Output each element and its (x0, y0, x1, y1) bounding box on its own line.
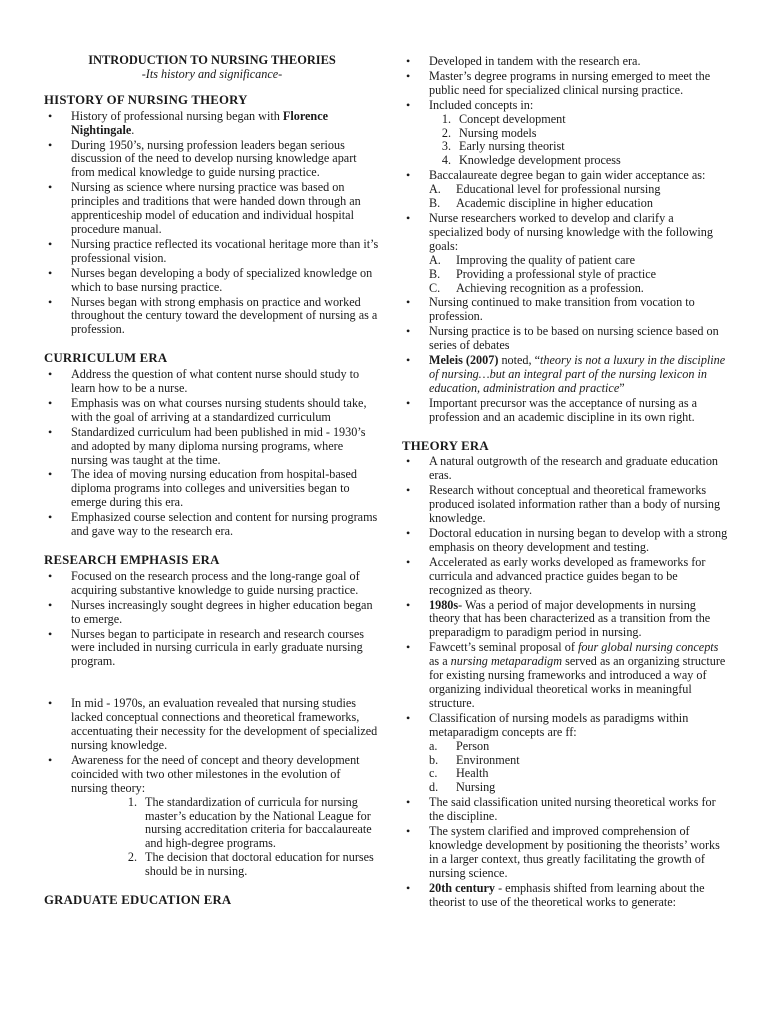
acceptance-list (429, 183, 728, 211)
list-item: B. Providing a professional style of practice (429, 266, 657, 281)
research-list (44, 570, 380, 669)
list-item: • 1980s- Was a period of major developments in nursing theory that has been characterized as a transition from the preparadigm to paradigm period in nursing. (402, 599, 728, 641)
list-item: c. Health (429, 766, 489, 781)
list-item: d. Nursing (429, 780, 496, 795)
list-item: • Nursing as science where nursing practice was based on principles and traditions that were handed down through an apprenticeship model of education and individual hospital procedure manual. (44, 181, 380, 237)
section-heading-graduate: GRADUATE EDUCATION ERA (44, 893, 232, 908)
section-heading-theory: THEORY ERA (402, 438, 489, 453)
section-heading-history: HISTORY OF NURSING THEORY (44, 92, 248, 107)
document-title: INTRODUCTION TO NURSING THEORIES (88, 53, 336, 67)
list-item: • Research without conceptual and theoretical frameworks produced isolated information rather than a body of nursing knowledge. (402, 484, 728, 526)
list-item: 2. The decision that doctoral education for nurses should be in nursing. (127, 850, 374, 879)
list-item: 3. Early nursing theorist (441, 139, 565, 154)
list-item: • 20th century - emphasis shifted from learning about the theorist to use of the theoretical works to generate: (402, 882, 728, 910)
list-item: b. Environment (429, 752, 520, 767)
list-item: • History of professional nursing began with Florence Nightingale. (44, 110, 380, 138)
history-list (44, 110, 380, 338)
list-item: A. Educational level for professional nursing (429, 182, 661, 197)
list-item: • Address the question of what content nurse should study to learn how to be a nurse. (44, 368, 380, 396)
list-item: • In mid - 1970s, an evaluation revealed that nursing studies lacked conceptual connections and theoretical frameworks, accentuating their necessity for the development of specialized nursing knowledge. (44, 697, 380, 753)
document-subtitle: -Its history and significance- (141, 66, 283, 81)
list-item: • Nursing continued to make transition from vocation to profession. (402, 296, 728, 324)
list-item: 1. The standardization of curricula for nursing master’s education by the National League for nursing accreditation criteria for baccalaureate and high-degree programs. (127, 794, 372, 851)
list-item: • Nurse researchers worked to develop and clarify a specialized body of nursing knowledge with the following goals: A. Improving the quality of patient care B. Providing a professional style of practice C. Achieving recognition as a profession. (402, 212, 728, 295)
list-item: 4. Knowledge development process (441, 153, 621, 168)
left-column (44, 54, 380, 910)
list-item: • Doctoral education in nursing began to develop with a strong emphasis on theory development and testing. (402, 527, 728, 555)
research-list-continued (44, 697, 380, 879)
list-item: • Nursing practice reflected its vocational heritage more than it’s professional vision. (44, 238, 380, 266)
list-item: • Accelerated as early works developed as frameworks for curricula and advanced practice guides began to be recognized as theory. (402, 556, 728, 598)
list-item: • Nurses began to participate in research and research courses were included in nursing curricula in early graduate nursing program. (44, 628, 380, 670)
list-item: B. Academic discipline in higher education (429, 196, 653, 211)
section-heading-curriculum: CURRICULUM ERA (44, 351, 168, 366)
list-item: • During 1950’s, nursing profession leaders began serious discussion of the need to develop nursing knowledge apart from medical knowledge to guide nursing practice. (44, 139, 380, 181)
list-item: • Master’s degree programs in nursing emerged to meet the public need for specialized clinical nursing practice. (402, 70, 728, 98)
milestones-list (71, 796, 380, 879)
theory-list (402, 455, 728, 909)
curriculum-list (44, 368, 380, 539)
list-item: • Important precursor was the acceptance of nursing as a profession and an academic discipline in its own right. (402, 397, 728, 425)
list-item: • Standardized curriculum had been published in mid - 1930’s and adopted by many diploma nursing programs, where nursing was taught at the time. (44, 426, 380, 468)
list-item: • Awareness for the need of concept and theory development coincided with two other milestones in the evolution of nursing theory: 1. The standardization of curricula for nursing master’s education by the National League for nursing accreditation criteria for baccalaureate and high-degree programs. 2. The decision that doctoral education for nurses should be in nursing. (44, 754, 380, 879)
list-item: • Emphasis was on what courses nursing students should take, with the goal of arriving at a standardized curriculum (44, 397, 380, 425)
list-item: C. Achieving recognition as a profession. (429, 280, 644, 295)
list-item: • The system clarified and improved comprehension of knowledge development by positioning the theorists’ works in a larger context, thus greatly facilitating the growth of nursing science. (402, 825, 728, 881)
concepts-list (429, 113, 728, 169)
metaparadigm-list (429, 740, 728, 796)
list-item: • Nurses began developing a body of specialized knowledge on which to base nursing practice. (44, 267, 380, 295)
right-column (402, 55, 728, 910)
list-item: a. Person (429, 738, 490, 753)
list-item: • Nursing practice is to be based on nursing science based on series of debates (402, 325, 728, 353)
list-item: • Fawcett’s seminal proposal of four global nursing concepts as a nursing metaparadigm served as an organizing structure for existing nursing frameworks and introduced a way of organizing individual theoretical works in meaningful structure. (402, 641, 728, 711)
section-heading-research: RESEARCH EMPHASIS ERA (44, 553, 220, 567)
graduate-list (402, 55, 728, 425)
list-item: • Focused on the research process and the long-range goal of acquiring substantive knowledge to guide nursing practice. (44, 570, 380, 598)
list-item: • Nurses began with strong emphasis on practice and worked throughout the century toward the development of nursing as a profession. (44, 296, 380, 338)
list-item: • A natural outgrowth of the research and graduate education eras. (402, 455, 728, 483)
list-item: • Nurses increasingly sought degrees in higher education began to emerge. (44, 599, 380, 627)
list-item: • Developed in tandem with the research era. (402, 55, 728, 69)
list-item: A. Improving the quality of patient care (429, 252, 636, 267)
list-item: 2. Nursing models (441, 125, 537, 140)
list-item: • The said classification united nursing theoretical works for the discipline. (402, 796, 728, 824)
list-item: • Baccalaureate degree began to gain wider acceptance as: A. Educational level for professional nursing B. Academic discipline in higher education (402, 169, 728, 211)
list-item: 1. Concept development (441, 111, 566, 126)
list-item: • The idea of moving nursing education from hospital-based diploma programs into colleges and universities began to emerge during this era. (44, 468, 380, 510)
list-item: • Meleis (2007) noted, “theory is not a luxury in the discipline of nursing…but an integral part of the nursing lexicon in education, administration and practice” (402, 354, 728, 396)
list-item: • Emphasized course selection and content for nursing programs and gave way to the research era. (44, 511, 380, 539)
list-item: • Classification of nursing models as paradigms within metaparadigm concepts are ff: a. Person b. Environment c. Health d. Nursing (402, 712, 728, 795)
list-item: • Included concepts in: 1. Concept development 2. Nursing models 3. Early nursing theorist 4. Knowledge development process (402, 99, 728, 169)
goals-list (429, 254, 728, 296)
